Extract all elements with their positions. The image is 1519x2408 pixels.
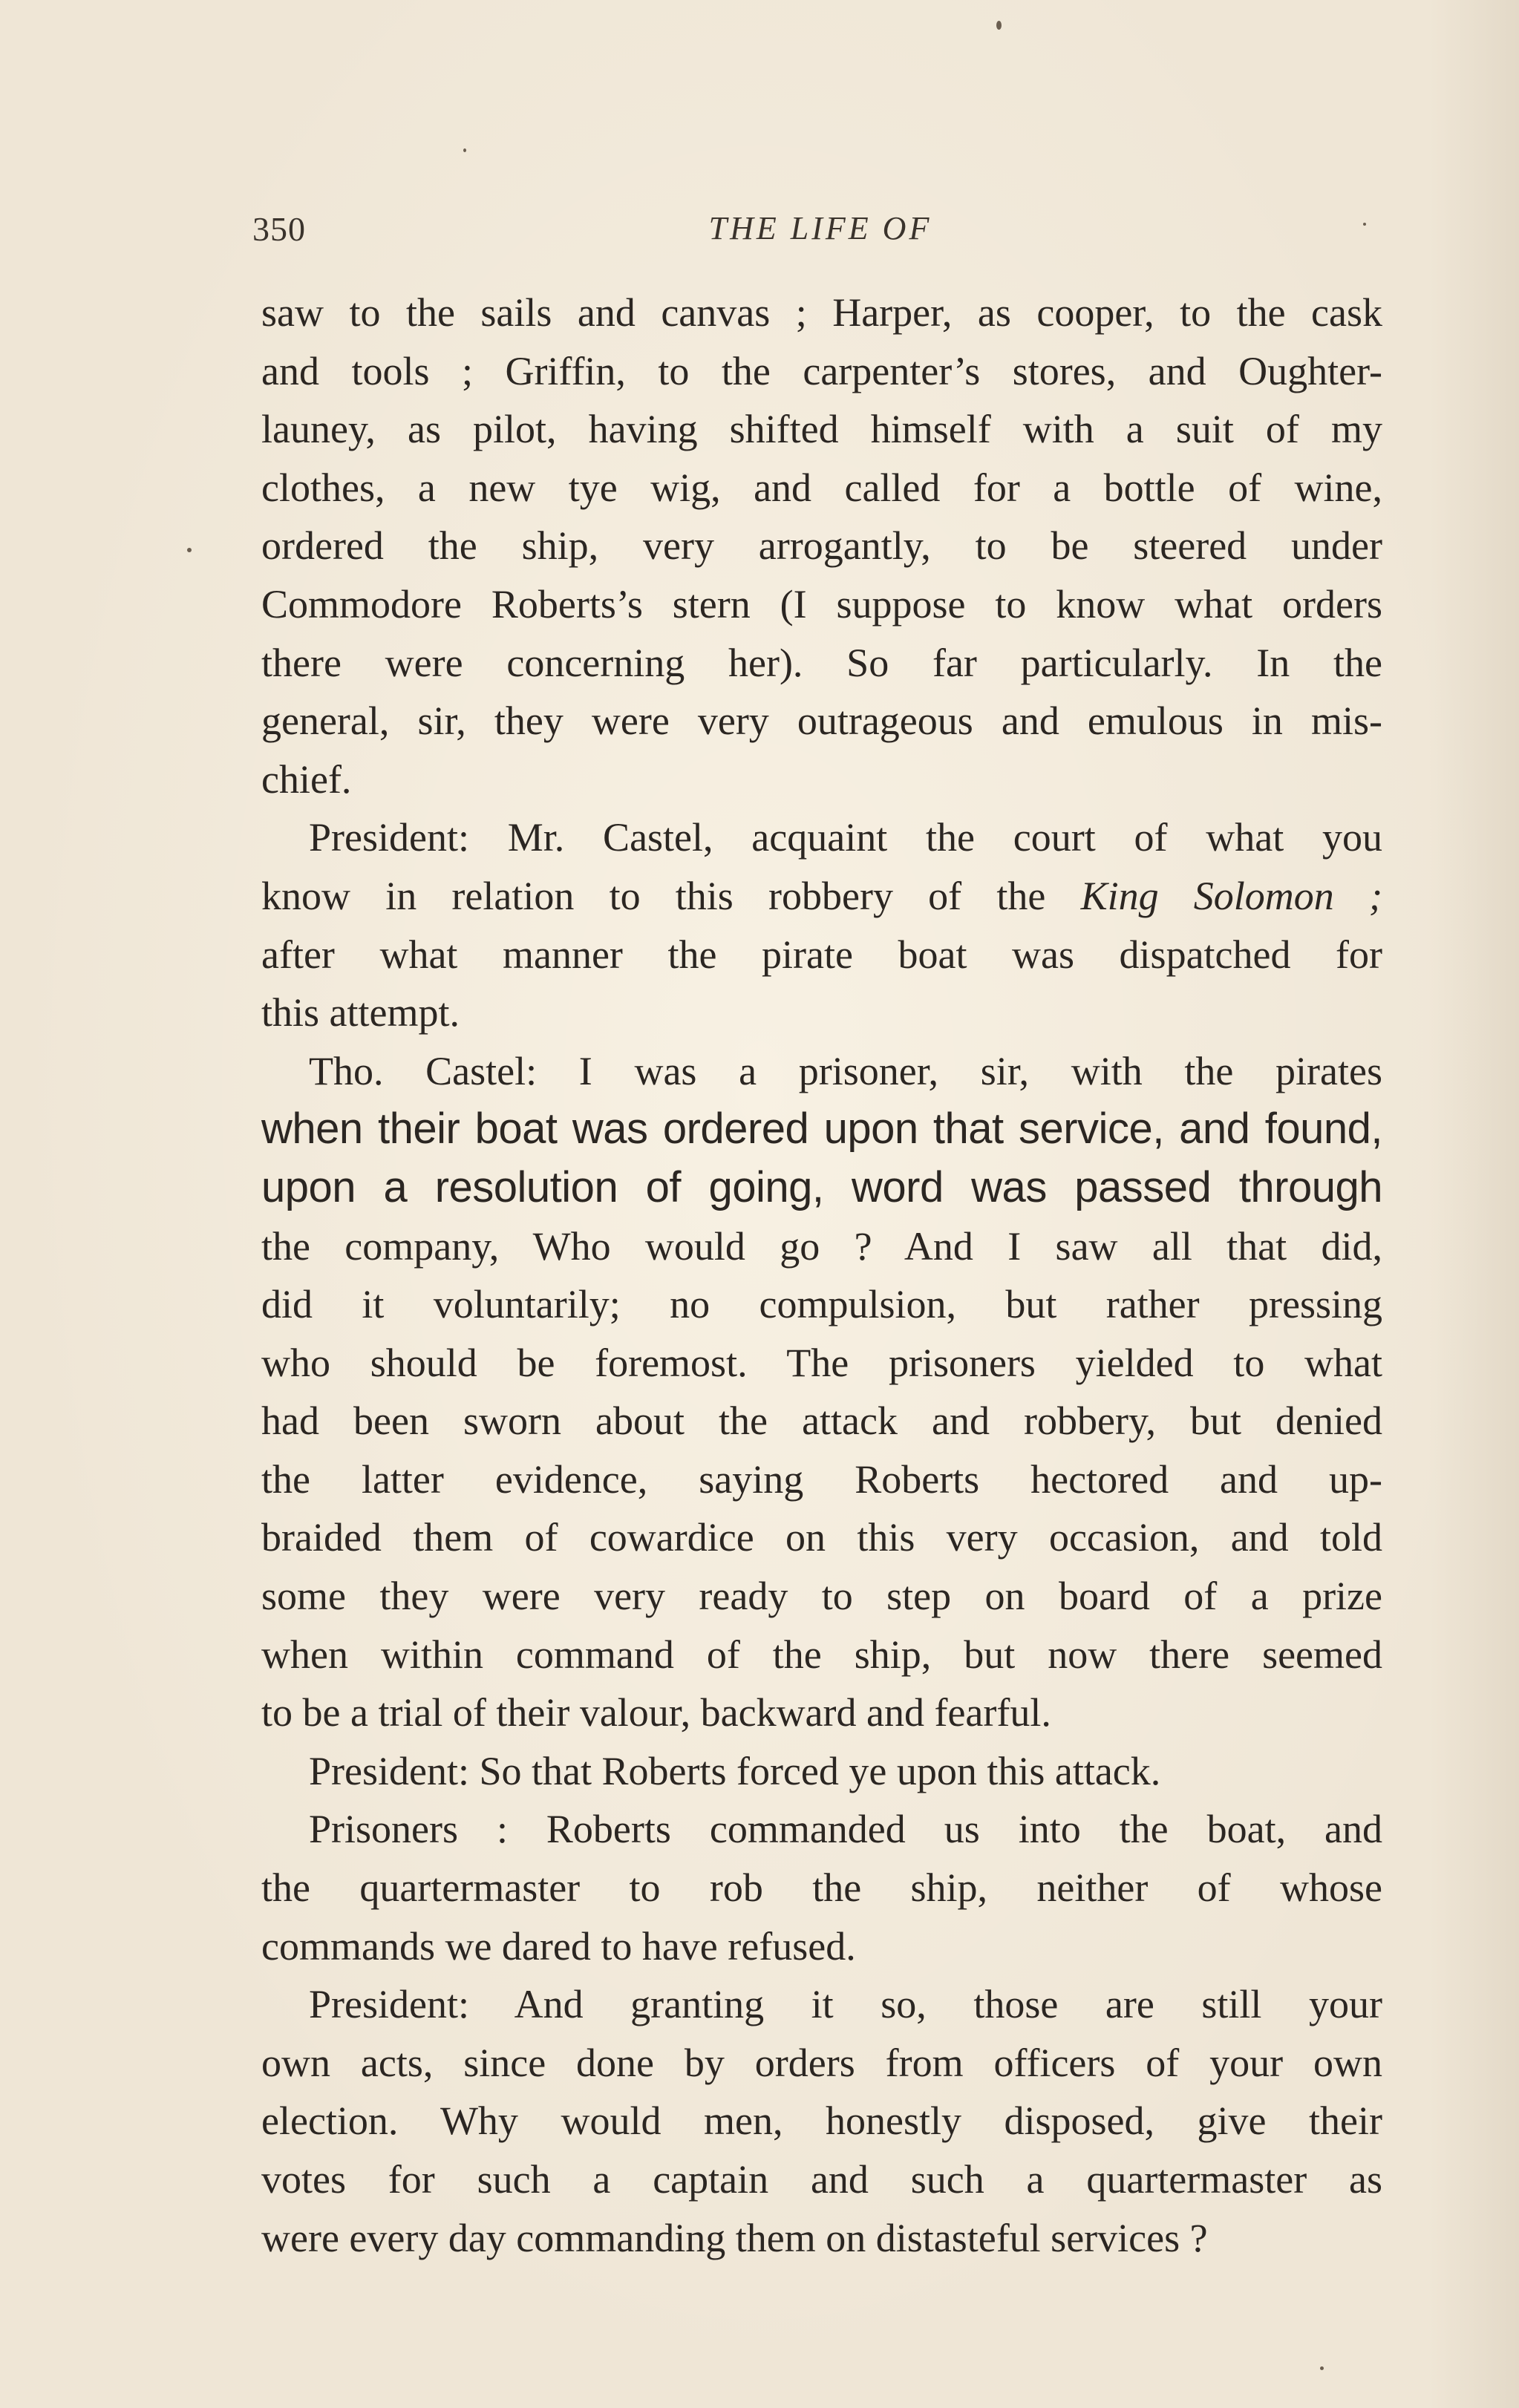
text-line: upon a resolution of going, word was passed through — [261, 1162, 1382, 1211]
text-line: commands we dared to have refused. — [261, 1923, 856, 1969]
text-line: President: And granting it so, those are still your — [309, 1982, 1382, 2027]
text-line: this attempt. — [261, 990, 460, 1035]
text-line: launey, as pilot, having shifted himself with a suit of my — [261, 407, 1382, 452]
text-line: the quartermaster to rob the ship, neither of whose — [261, 1865, 1382, 1911]
paper-speck — [1320, 2366, 1324, 2370]
paper-speck — [996, 21, 1002, 30]
text-line: braided them of cowardice on this very occasion, and told — [261, 1515, 1382, 1560]
text-line: who should be foremost. The prisoners yielded to what — [261, 1340, 1382, 1385]
text-line: election. Why would men, honestly disposed, give their — [261, 2098, 1382, 2144]
text-line: general, sir, they were very outrageous and emulous in mis- — [261, 698, 1382, 744]
text-line: some they were very ready to step on board of a prize — [261, 1574, 1382, 1619]
text-line: votes for such a captain and such a quartermaster as — [261, 2157, 1382, 2202]
page-number: 350 — [252, 210, 306, 248]
text-line: were every day commanding them on distasteful services ? — [261, 2215, 1208, 2260]
text-line-mixed — [261, 867, 1382, 926]
text-span: know in relation to this robbery of the — [261, 873, 1046, 918]
text-line: when within command of the ship, but now there seemed — [261, 1632, 1382, 1677]
text-line: had been sworn about the attack and robbery, but denied — [261, 1398, 1382, 1444]
text-line: after what manner the pirate boat was dispatched for — [261, 932, 1382, 977]
ship-name: King Solomon ; — [1080, 873, 1382, 918]
text-line: President: So that Roberts forced ye upon this attack. — [309, 1748, 1161, 1793]
paper-speck — [187, 548, 192, 552]
body-text — [261, 284, 1382, 2267]
text-line: clothes, a new tye wig, and called for a bottle of wine, — [261, 465, 1382, 510]
text-line: Tho. Castel: I was a prisoner, sir, with the pirates — [309, 1048, 1382, 1093]
text-line: there were concerning her). So far particularly. In the — [261, 640, 1382, 685]
paper-speck — [463, 148, 466, 152]
page-header — [252, 209, 1388, 254]
paper-speck — [1363, 223, 1366, 226]
text-line: the company, Who would go ? And I saw all that did, — [261, 1223, 1382, 1269]
text-line: and tools ; Griffin, to the carpenter’s stores, and Oughter- — [261, 348, 1382, 393]
text-line: when their boat was ordered upon that service, and found, — [261, 1105, 1382, 1154]
text-line: President: Mr. Castel, acquaint the court of what you — [309, 815, 1382, 860]
text-line: did it voluntarily; no compulsion, but rather pressing — [261, 1282, 1382, 1327]
text-line: chief. — [261, 756, 352, 802]
text-line: saw to the sails and canvas ; Harper, as cooper, to the cask — [261, 290, 1382, 335]
text-line: own acts, since done by orders from officers of your own — [261, 2040, 1382, 2085]
text-line: Prisoners : Roberts commanded us into the boat, and — [309, 1807, 1382, 1852]
running-title: THE LIFE OF — [708, 210, 932, 246]
text-line: to be a trial of their valour, backward and fearful. — [261, 1690, 1051, 1735]
text-line: ordered the ship, very arrogantly, to be steered under — [261, 523, 1382, 569]
text-line: Commodore Roberts’s stern (I suppose to know what orders — [261, 581, 1382, 626]
text-line: the latter evidence, saying Roberts hectored and up- — [261, 1456, 1382, 1502]
